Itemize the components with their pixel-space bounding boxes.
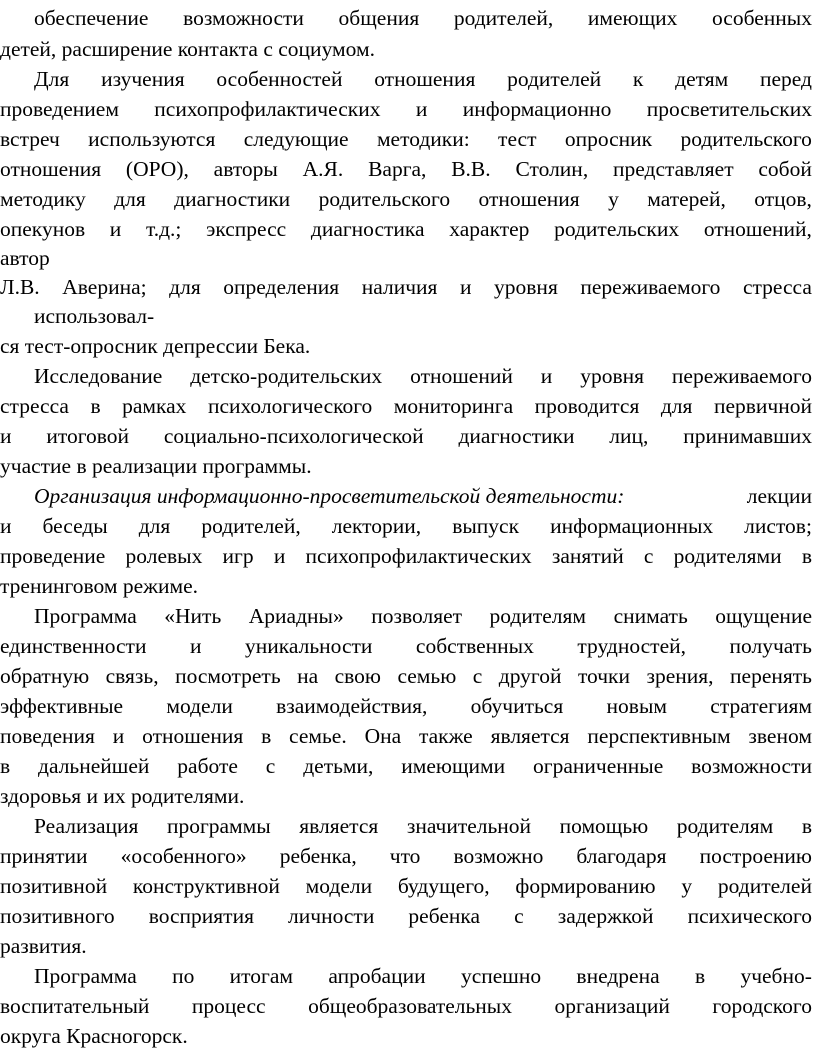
text-line [0, 572, 816, 601]
word: свою [334, 664, 381, 688]
text-line [0, 662, 812, 691]
text-line [0, 872, 812, 901]
word: модели [166, 694, 233, 718]
text-line [0, 842, 812, 871]
word: и [273, 544, 286, 568]
word: у [608, 187, 619, 211]
text-line [0, 244, 816, 273]
word: психопрофилактических [305, 544, 532, 568]
word: для [169, 275, 201, 299]
word: будущего, [397, 874, 490, 898]
word: городского [712, 994, 812, 1018]
word: общеобразовательных [308, 994, 512, 1018]
word: у [681, 874, 693, 898]
word: детям [675, 67, 729, 91]
word: обратную [0, 664, 90, 688]
line-text: участие в реализации программы. [0, 454, 312, 478]
word: стресса [0, 394, 69, 418]
word: благодаря [576, 844, 667, 868]
text-line [0, 422, 812, 451]
word: имеющих [587, 6, 678, 30]
word: отношения [142, 724, 244, 748]
word: детьми, [303, 754, 374, 778]
word: является [490, 724, 570, 748]
word: Ариадны» [248, 604, 344, 628]
word: семье. [289, 724, 347, 748]
word: личности [288, 904, 375, 928]
word: листов; [744, 514, 812, 538]
word: в [801, 814, 812, 838]
text-line [0, 125, 812, 154]
word: просветительских [646, 97, 812, 121]
word: А.Я. [302, 157, 344, 181]
word: с [265, 754, 276, 778]
word: задержкой [557, 904, 654, 928]
word: наличия [361, 275, 438, 299]
word: Л.В. [0, 275, 40, 299]
word: эффективные [0, 694, 124, 718]
word: родителей [507, 67, 602, 91]
word: переживаемого [671, 364, 812, 388]
word: диагностики [174, 187, 291, 211]
word: диагностика [310, 217, 425, 241]
text-line [0, 452, 816, 481]
word: и [0, 424, 12, 448]
word: отношений [410, 364, 513, 388]
word: отцов, [754, 187, 812, 211]
line-text: использовал- [34, 304, 155, 328]
word: характер [449, 217, 530, 241]
word: методики: [376, 127, 470, 151]
word: общения [338, 6, 420, 30]
word: и [112, 724, 125, 748]
word: к [632, 67, 644, 91]
word: взаимодействия, [276, 694, 428, 718]
text-line [34, 4, 812, 33]
word: конструктивной [132, 874, 280, 898]
word: возможно [453, 844, 544, 868]
text-line [34, 962, 812, 991]
word: отношений, [703, 217, 812, 241]
word: игр [222, 544, 254, 568]
word: возможности [183, 6, 304, 30]
word: учебно- [740, 964, 812, 988]
word: Варга, [368, 157, 427, 181]
word: позволяет [371, 604, 463, 628]
word: опросник [564, 127, 653, 151]
word: представляет [612, 157, 734, 181]
text-line [0, 542, 812, 571]
word: рамках [122, 394, 187, 418]
word: итоговой [46, 424, 130, 448]
text-line [34, 65, 812, 94]
word: особенностей [216, 67, 343, 91]
word: переживаемого [580, 275, 721, 299]
word: семью [397, 664, 457, 688]
word: посмотреть [175, 664, 281, 688]
word: новым [606, 694, 667, 718]
word: и [459, 275, 472, 299]
word: Столин, [515, 157, 589, 181]
word: т.д.; [145, 217, 182, 241]
text-line [0, 992, 812, 1021]
word: успешно [460, 964, 542, 988]
word: обеспечение [34, 6, 149, 30]
word: особенных [712, 6, 812, 30]
word: формированию [515, 874, 656, 898]
word: родителей, [453, 6, 554, 30]
word: также [418, 724, 473, 748]
line-text: округа Красногорск. [0, 1024, 188, 1048]
word: тест [498, 127, 537, 151]
text-line [0, 782, 816, 811]
word: проводится [534, 394, 640, 418]
word: итогам [229, 964, 294, 988]
word: ребенка [408, 904, 481, 928]
text-line [0, 95, 812, 124]
word: связь, [105, 664, 159, 688]
text-line [0, 932, 816, 961]
word: помощью [559, 814, 649, 838]
word: возможности [691, 754, 812, 778]
word: программы [166, 814, 271, 838]
text-line [34, 482, 812, 511]
word: имеющими [401, 754, 506, 778]
word: принятии [0, 844, 88, 868]
word: проведением [0, 97, 119, 121]
word: занятий [551, 544, 624, 568]
word: ограниченные [533, 754, 664, 778]
word: перспективным [587, 724, 731, 748]
word: родителей, [201, 514, 301, 538]
word: дальнейшей [38, 754, 150, 778]
word: процесс [191, 994, 266, 1018]
word: уровня [580, 364, 644, 388]
text-line [0, 35, 816, 64]
word: родителям [676, 814, 774, 838]
word: социально-психологической [163, 424, 424, 448]
word: родительского [318, 187, 451, 211]
word: отношения [0, 157, 102, 181]
text-line [0, 215, 812, 244]
word: психопрофилактических [154, 97, 381, 121]
italic-heading: Организация информационно-просветительской деятельности: [34, 484, 625, 508]
word: собой [758, 157, 812, 181]
word: изучения [101, 67, 185, 91]
word: трудностей, [577, 634, 687, 658]
word: методику [0, 187, 86, 211]
word: зрения, [646, 664, 714, 688]
word: беседы [42, 514, 108, 538]
word: опекунов [0, 217, 86, 241]
line-text: здоровья и их родителями. [0, 784, 245, 808]
word: в [801, 544, 812, 568]
word: стресса [742, 275, 812, 299]
word: матерей, [647, 187, 726, 211]
word: родительских [554, 217, 680, 241]
word: для [114, 187, 146, 211]
word: психологического [207, 394, 373, 418]
word: информационных [550, 514, 714, 538]
word: с [472, 664, 483, 688]
word: для [138, 514, 171, 538]
word: «особенного» [120, 844, 247, 868]
word: уникальности [245, 634, 373, 658]
text-line [34, 362, 812, 391]
word: в [90, 394, 101, 418]
word: построению [699, 844, 812, 868]
word: уровня [494, 275, 558, 299]
word: точки [577, 664, 631, 688]
word: внедрена [576, 964, 660, 988]
word: определения [223, 275, 340, 299]
text-line [0, 1022, 816, 1051]
word: следующие [243, 127, 349, 151]
word: с [643, 544, 654, 568]
word: ощущение [715, 604, 812, 628]
word: выпуск [452, 514, 520, 538]
word: принимавших [683, 424, 812, 448]
word: собственных [415, 634, 534, 658]
word: стратегиям [710, 694, 812, 718]
word: и [540, 364, 553, 388]
word: «Нить [164, 604, 222, 628]
word: первичной [713, 394, 812, 418]
word: перед [760, 67, 812, 91]
word: получать [729, 634, 812, 658]
text-line [0, 632, 812, 661]
word: и [0, 514, 12, 538]
word: воспитательный [0, 994, 150, 1018]
word: что [389, 844, 421, 868]
word: и [189, 634, 202, 658]
word: другой [498, 664, 562, 688]
word: звеном [748, 724, 812, 748]
line-text: автор [0, 246, 50, 270]
word: ролевых [125, 544, 203, 568]
text-line [0, 392, 812, 421]
word: в [261, 724, 272, 748]
word: родительского [680, 127, 812, 151]
text-line [0, 155, 812, 184]
word: родителям [489, 604, 587, 628]
word: мониторинга [393, 394, 514, 418]
word: В.В. [451, 157, 491, 181]
text-line [34, 602, 812, 631]
word: встреч [0, 127, 60, 151]
word: экспресс [206, 217, 287, 241]
word: и [109, 217, 122, 241]
line-text: тренинговом режиме. [0, 574, 199, 598]
text-line [0, 185, 812, 214]
word: перенять [730, 664, 812, 688]
word: (ОРО), [125, 157, 189, 181]
word: и [415, 97, 428, 121]
word: проведение [0, 544, 106, 568]
word: является [299, 814, 379, 838]
word: позитивного [0, 904, 115, 928]
word: Программа [34, 964, 137, 988]
word: организаций [554, 994, 670, 1018]
text-line [0, 273, 812, 302]
word: Программа [34, 604, 137, 628]
word: в [694, 964, 706, 988]
word: родителями [673, 544, 782, 568]
text-line [0, 512, 812, 541]
word: детско-родительских [190, 364, 383, 388]
word: отношения [374, 67, 476, 91]
word: апробации [328, 964, 426, 988]
word: с [514, 904, 524, 928]
word: используются [88, 127, 216, 151]
word: модели [305, 874, 373, 898]
line-text: развития. [0, 934, 87, 958]
word: значительной [406, 814, 532, 838]
word: обучиться [470, 694, 564, 718]
text-line [0, 692, 812, 721]
word: отношения [478, 187, 580, 211]
word: работе [177, 754, 238, 778]
line-text: детей, расширение контакта с социумом. [0, 37, 375, 61]
word: родителей [717, 874, 812, 898]
text-line [0, 902, 812, 931]
word: авторы [213, 157, 278, 181]
word: Исследование [34, 364, 163, 388]
word: информационно [462, 97, 612, 121]
text-line [0, 722, 812, 751]
text-line [34, 302, 816, 331]
text-line [0, 752, 812, 781]
word: Она [364, 724, 402, 748]
word: диагностики [458, 424, 575, 448]
word: позитивной [0, 874, 108, 898]
word: Аверина; [62, 275, 147, 299]
word: психического [687, 904, 812, 928]
word: на [297, 664, 319, 688]
word: восприятия [148, 904, 254, 928]
word: снимать [613, 604, 688, 628]
word: для [660, 394, 693, 418]
word: ребенка, [279, 844, 357, 868]
text-line [0, 332, 816, 361]
word: лиц, [609, 424, 649, 448]
text-line [34, 812, 812, 841]
word: Реализация [34, 814, 139, 838]
word: лекции [746, 484, 812, 508]
word: в [0, 754, 11, 778]
word: единственности [0, 634, 147, 658]
word: лектории, [331, 514, 422, 538]
word: поведения [0, 724, 95, 748]
line-text: ся тест-опросник депрессии Бека. [0, 334, 311, 358]
word: Для [34, 67, 70, 91]
word: по [172, 964, 195, 988]
